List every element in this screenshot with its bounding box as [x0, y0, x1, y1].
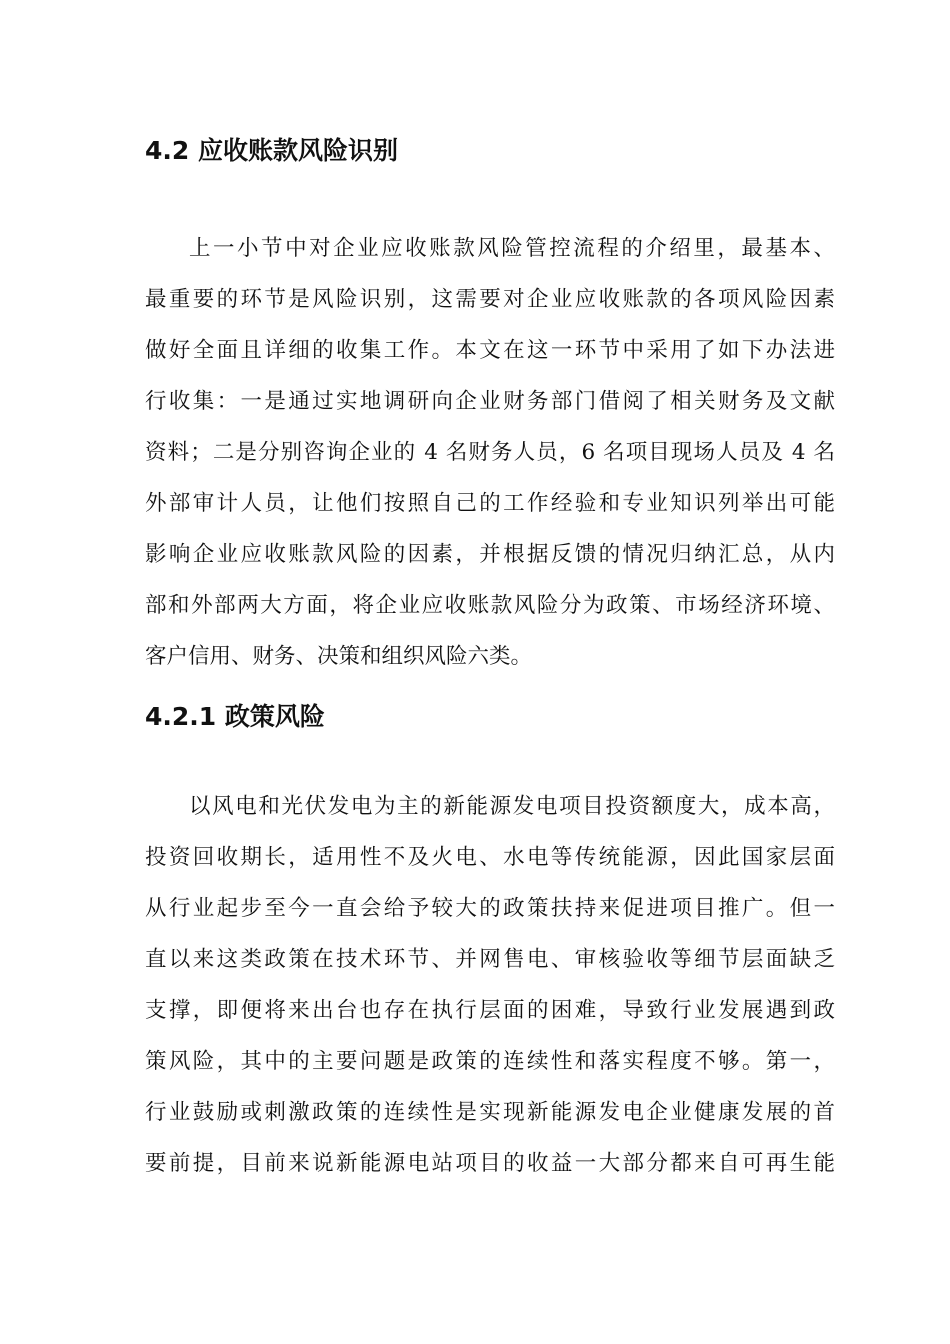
paragraph-line: 外部审计人员，让他们按照自己的工作经验和专业知识列举出可能 — [145, 491, 835, 516]
paragraph-line: 要前提，目前来说新能源电站项目的收益一大部分都来自可再生能 — [145, 1151, 835, 1176]
paragraph-line: 部和外部两大方面，将企业应收账款风险分为政策、市场经济环境、 — [145, 593, 835, 618]
paragraph-line: 行收集：一是通过实地调研向企业财务部门借阅了相关财务及文献 — [145, 389, 835, 414]
subsection-heading: 4.2.1 政策风险 — [145, 702, 325, 731]
paragraph-line: 做好全面且详细的收集工作。本文在这一环节中采用了如下办法进 — [145, 338, 835, 363]
paragraph-line: 上一小节中对企业应收账款风险管控流程的介绍里，最基本、 — [189, 236, 835, 261]
section-heading: 4.2 应收账款风险识别 — [145, 136, 398, 165]
paragraph-line: 从行业起步至今一直会给予较大的政策扶持来促进项目推广。但一 — [145, 896, 835, 921]
section-body-paragraph — [145, 232, 835, 691]
paragraph-line: 直以来这类政策在技术环节、并网售电、审核验收等细节层面缺乏 — [145, 947, 835, 972]
paragraph-line: 影响企业应收账款风险的因素，并根据反馈的情况归纳汇总，从内 — [145, 542, 835, 567]
paragraph-line: 行业鼓励或刺激政策的连续性是实现新能源发电企业健康发展的首 — [145, 1100, 835, 1125]
paragraph-line: 策风险，其中的主要问题是政策的连续性和落实程度不够。第一， — [145, 1049, 835, 1074]
paragraph-line: 支撑，即便将来出台也存在执行层面的困难，导致行业发展遇到政 — [145, 998, 835, 1023]
paragraph-line: 客户信用、财务、决策和组织风险六类。 — [145, 644, 533, 669]
subsection-body-paragraph — [145, 790, 835, 1198]
paragraph-line: 最重要的环节是风险识别，这需要对企业应收账款的各项风险因素 — [145, 287, 835, 312]
paragraph-line: 资料；二是分别咨询企业的 4 名财务人员，6 名项目现场人员及 4 名 — [145, 440, 835, 465]
paragraph-line: 投资回收期长，适用性不及火电、水电等传统能源，因此国家层面 — [145, 845, 835, 870]
paragraph-line: 以风电和光伏发电为主的新能源发电项目投资额度大，成本高， — [189, 794, 835, 819]
